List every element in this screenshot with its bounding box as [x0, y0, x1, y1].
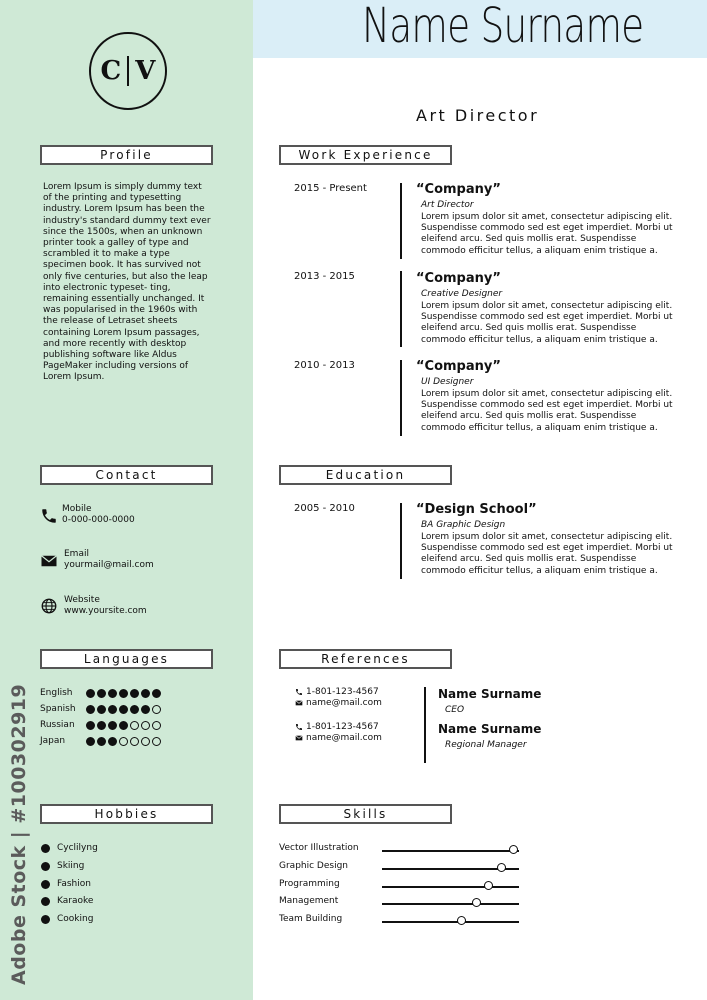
- work-company: “Company”: [416, 359, 501, 374]
- level-dot-filled: [86, 705, 95, 714]
- contact-label-mobile: Mobile: [62, 504, 92, 514]
- work-company: “Company”: [416, 271, 501, 286]
- reference-name: Name Surname: [438, 687, 542, 701]
- skill-row: [279, 843, 519, 855]
- language-level-dots: [86, 689, 161, 698]
- work-description: Lorem ipsum dolor sit amet, consectetur adipiscing elit. Suspendisse commodo sed est eget imperdiet. Morbi ut eleifend arcu. Sed quis mollis erat. Suspendisse commodo efficitur tellus, a aliquam enim tristique a.: [421, 212, 673, 256]
- contact-value-website: www.yoursite.com: [64, 606, 147, 616]
- work-role: UI Designer: [421, 377, 474, 387]
- skill-track: [382, 903, 519, 905]
- work-description: Lorem ipsum dolor sit amet, consectetur adipiscing elit. Suspendisse commodo sed est eget imperdiet. Morbi ut eleifend arcu. Sed quis mollis erat. Suspendisse commodo efficitur tellus, a aliquam enim tristique a.: [421, 301, 673, 345]
- timeline-line: [400, 271, 402, 347]
- section-skills: Skills: [279, 804, 452, 824]
- level-dot-filled: [108, 737, 117, 746]
- contact-label-website: Website: [64, 595, 100, 605]
- mail-icon: [295, 734, 303, 742]
- level-dot-filled: [108, 705, 117, 714]
- skill-level-knob: [472, 898, 481, 907]
- skill-row: [279, 914, 519, 926]
- level-dot-filled: [97, 705, 106, 714]
- work-description: Lorem ipsum dolor sit amet, consectetur adipiscing elit. Suspendisse commodo sed est eget imperdiet. Morbi ut eleifend arcu. Sed quis mollis erat. Suspendisse commodo efficitur tellus, a aliquam enim tristique a.: [421, 389, 673, 433]
- hobby-label: Cyclilyng: [57, 843, 98, 853]
- profile-text: Lorem Ipsum is simply dummy text of the printing and typesetting industry. Lorem Ipsum has been the industry's standard dummy text ever since the 1500s, when an unknown printer took a galley of type and scrambled it to make a type specimen book. It has survived not only five centuries, but also the leap into electronic typeset- ting, remaining essentially unchanged. It was popularised in the 1960s with the release of Letraset sheets containing Lorem Ipsum passages, and more recently with desktop publishing software like Aldus PageMaker including versions of Lorem Ipsum.: [43, 182, 211, 383]
- level-dot-filled: [152, 689, 161, 698]
- language-level-dots: [86, 721, 161, 730]
- bullet-icon: [41, 897, 50, 906]
- language-row: [40, 735, 161, 747]
- contact-value-mobile: 0-000-000-0000: [62, 515, 135, 525]
- mail-icon: [295, 699, 303, 707]
- person-name: Name Surname: [362, 0, 644, 54]
- hobby-item: [41, 896, 93, 906]
- level-dot-filled: [108, 721, 117, 730]
- reference-phone: [295, 722, 379, 732]
- level-dot-filled: [97, 689, 106, 698]
- hobby-item: [41, 879, 91, 889]
- phone-icon: [295, 723, 303, 731]
- work-date: 2010 - 2013: [294, 360, 355, 371]
- skill-level-knob: [484, 881, 493, 890]
- reference-email: [295, 698, 382, 708]
- level-dot-empty: [141, 721, 150, 730]
- bullet-icon: [41, 880, 50, 889]
- hobby-item: [41, 843, 98, 853]
- reference-email: [295, 733, 382, 743]
- language-name: Russian: [40, 720, 75, 730]
- skill-row: [279, 896, 519, 908]
- hobby-label: Fashion: [57, 879, 91, 889]
- reference-phone: [295, 687, 379, 697]
- education-description: Lorem ipsum dolor sit amet, consectetur adipiscing elit. Suspendisse commodo sed est eget imperdiet. Morbi ut eleifend arcu. Sed quis mollis erat. Suspendisse commodo efficitur tellus, a aliquam enim tristique a.: [421, 532, 673, 576]
- level-dot-empty: [152, 721, 161, 730]
- language-name: Spanish: [40, 704, 76, 714]
- level-dot-filled: [97, 721, 106, 730]
- section-profile: Profile: [40, 145, 213, 165]
- section-references: References: [279, 649, 452, 669]
- work-date: 2013 - 2015: [294, 271, 355, 282]
- language-row: [40, 687, 161, 699]
- stock-watermark: Adobe Stock | #100302919: [8, 683, 30, 985]
- logo-letter-c: C: [100, 56, 122, 86]
- cv-logo: [89, 32, 167, 110]
- level-dot-empty: [130, 737, 139, 746]
- skill-row: [279, 861, 519, 873]
- contact-value-email: yourmail@mail.com: [64, 560, 154, 570]
- reference-role: CEO: [445, 705, 465, 715]
- section-work-experience: Work Experience: [279, 145, 452, 165]
- logo-divider: [127, 56, 129, 86]
- phone-icon: [40, 507, 58, 525]
- level-dot-empty: [119, 737, 128, 746]
- hobby-item: [41, 861, 84, 871]
- skill-name: Management: [279, 896, 339, 906]
- level-dot-empty: [141, 737, 150, 746]
- phone-icon: [295, 688, 303, 696]
- section-education: Education: [279, 465, 452, 485]
- contact-label-email: Email: [64, 549, 89, 559]
- section-contact: Contact: [40, 465, 213, 485]
- timeline-line: [400, 183, 402, 259]
- level-dot-empty: [152, 737, 161, 746]
- language-name: English: [40, 688, 73, 698]
- language-name: Japan: [40, 736, 66, 746]
- skill-name: Vector Illustration: [279, 843, 359, 853]
- level-dot-filled: [108, 689, 117, 698]
- skill-level-knob: [497, 863, 506, 872]
- reference-email-text: name@mail.com: [306, 733, 382, 743]
- skill-track: [382, 886, 519, 888]
- hobby-label: Cooking: [57, 914, 94, 924]
- logo-letter-v: V: [135, 56, 156, 86]
- level-dot-filled: [130, 689, 139, 698]
- skill-name: Team Building: [279, 914, 343, 924]
- reference-phone-text: 1-801-123-4567: [306, 722, 379, 732]
- level-dot-filled: [119, 705, 128, 714]
- education-date: 2005 - 2010: [294, 503, 355, 514]
- globe-icon: [40, 597, 58, 615]
- skill-track: [382, 850, 519, 852]
- skill-name: Programming: [279, 879, 340, 889]
- work-role: Creative Designer: [421, 289, 503, 299]
- mail-icon: [40, 552, 58, 570]
- level-dot-empty: [152, 705, 161, 714]
- job-title: Art Director: [416, 106, 540, 125]
- work-date: 2015 - Present: [294, 183, 367, 194]
- hobby-item: [41, 914, 93, 924]
- language-row: [40, 703, 161, 715]
- education-degree: BA Graphic Design: [421, 520, 506, 530]
- work-company: “Company”: [416, 182, 501, 197]
- hobby-label: Skiing: [57, 861, 85, 871]
- level-dot-filled: [86, 721, 95, 730]
- bullet-icon: [41, 862, 50, 871]
- reference-email-text: name@mail.com: [306, 698, 382, 708]
- timeline-line: [400, 503, 402, 579]
- section-hobbies: Hobbies: [40, 804, 213, 824]
- reference-name: Name Surname: [438, 722, 542, 736]
- section-languages: Languages: [40, 649, 213, 669]
- skill-level-knob: [457, 916, 466, 925]
- reference-phone-text: 1-801-123-4567: [306, 687, 379, 697]
- language-level-dots: [86, 737, 161, 746]
- reference-role: Regional Manager: [445, 740, 527, 750]
- skill-track: [382, 921, 519, 923]
- level-dot-filled: [119, 721, 128, 730]
- level-dot-empty: [130, 721, 139, 730]
- bullet-icon: [41, 915, 50, 924]
- level-dot-filled: [141, 705, 150, 714]
- level-dot-filled: [86, 737, 95, 746]
- work-role: Art Director: [421, 200, 474, 210]
- skill-name: Graphic Design: [279, 861, 348, 871]
- level-dot-filled: [97, 737, 106, 746]
- timeline-line: [400, 360, 402, 436]
- level-dot-filled: [119, 689, 128, 698]
- reference-divider: [424, 687, 426, 763]
- hobby-label: Karaoke: [57, 896, 94, 906]
- level-dot-filled: [86, 689, 95, 698]
- language-row: [40, 719, 161, 731]
- level-dot-filled: [130, 705, 139, 714]
- bullet-icon: [41, 844, 50, 853]
- education-school: “Design School”: [416, 502, 537, 517]
- level-dot-filled: [141, 689, 150, 698]
- skill-level-knob: [509, 845, 518, 854]
- language-level-dots: [86, 705, 161, 714]
- skill-row: [279, 879, 519, 891]
